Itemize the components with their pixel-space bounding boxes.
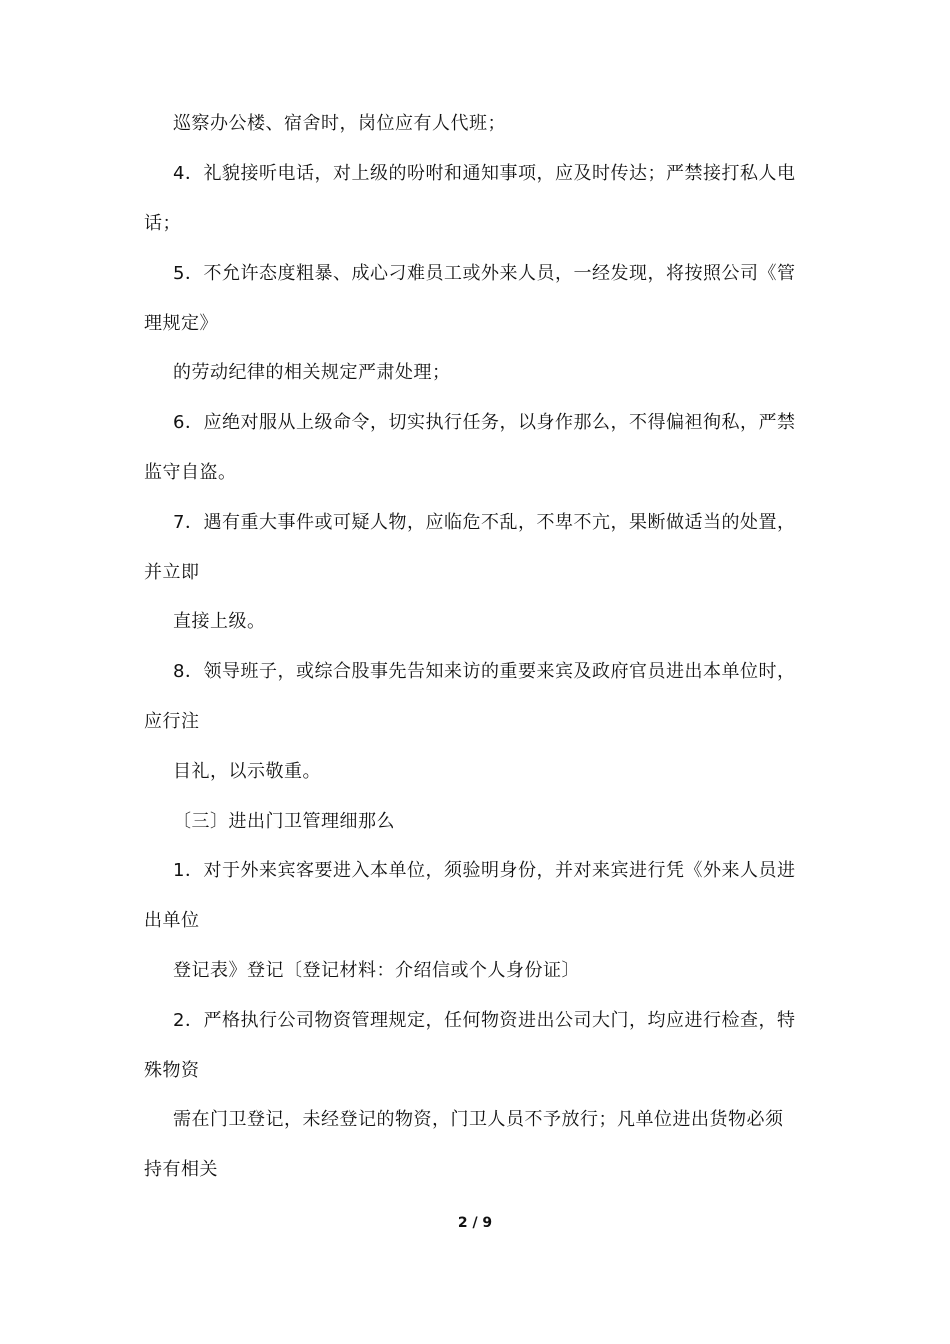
text-line: 2．严格执行公司物资管理规定，任何物资进出公司大门，均应进行检查，特 — [173, 1010, 796, 1031]
text-line: 殊物资 — [144, 1060, 200, 1081]
text-line: 的劳动纪律的相关规定严肃处理； — [173, 362, 451, 383]
text-line: 直接上级。 — [173, 611, 266, 632]
text-line: 话； — [144, 213, 181, 234]
text-line: 监守自盗。 — [144, 462, 237, 483]
section-heading: 〔三〕进出门卫管理细那么 — [173, 811, 395, 832]
text-line: 出单位 — [144, 910, 200, 931]
text-line: 理规定》 — [144, 313, 218, 334]
page-number: 2 / 9 — [457, 1215, 493, 1231]
text-line: 持有相关 — [144, 1159, 218, 1180]
text-line: 6．应绝对服从上级命令，切实执行任务，以身作那么，不得偏袒徇私，严禁 — [173, 412, 796, 433]
text-line: 巡察办公楼、宿舍时，岗位应有人代班； — [173, 113, 506, 134]
text-line: 应行注 — [144, 711, 200, 732]
text-line: 5．不允许态度粗暴、成心刁难员工或外来人员，一经发现，将按照公司《管 — [173, 263, 796, 284]
text-line: 目礼，以示敬重。 — [173, 761, 321, 782]
text-line: 4．礼貌接听电话，对上级的吩咐和通知事项，应及时传达；严禁接打私人电 — [173, 163, 796, 184]
text-line: 并立即 — [144, 562, 200, 583]
text-line: 1．对于外来宾客要进入本单位，须验明身份，并对来宾进行凭《外来人员进 — [173, 860, 796, 881]
text-line: 需在门卫登记，未经登记的物资，门卫人员不予放行；凡单位进出货物必须 — [173, 1109, 784, 1130]
text-line: 登记表》登记〔登记材料：介绍信或个人身份证〕 — [173, 960, 580, 981]
text-line: 8．领导班子，或综合股事先告知来访的重要来宾及政府官员进出本单位时， — [173, 661, 796, 682]
text-line: 7．遇有重大事件或可疑人物，应临危不乱，不卑不亢，果断做适当的处置， — [173, 512, 796, 533]
